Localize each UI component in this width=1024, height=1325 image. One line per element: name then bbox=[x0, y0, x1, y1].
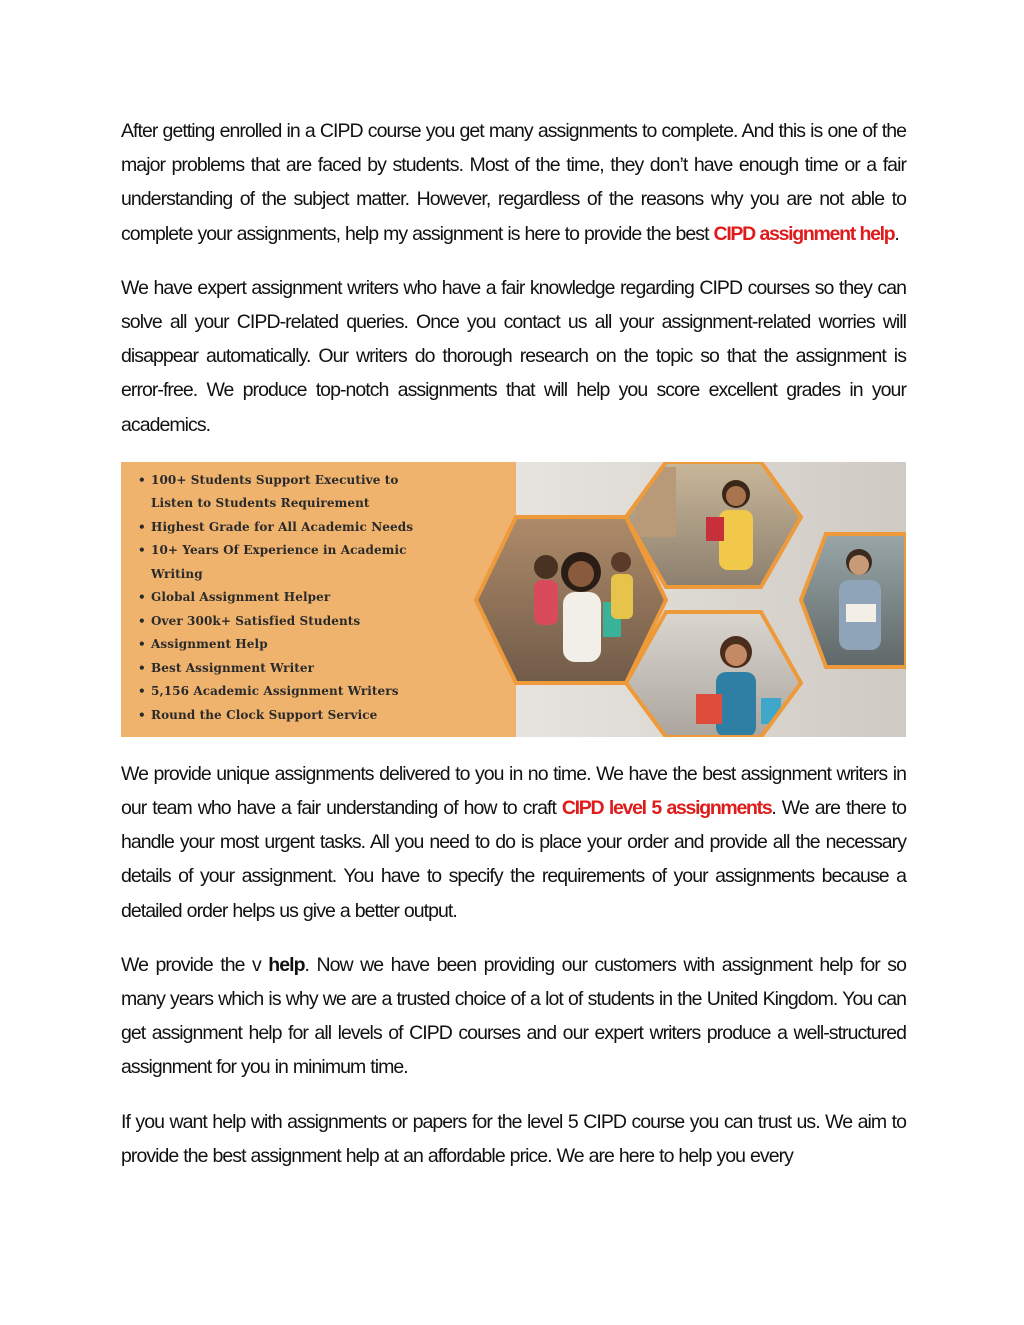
paragraph-2: We have expert assignment writers who have a fair knowledge regarding CIPD courses so they can solve all your CIPD-related queries. Once you contact us all your assignment-related worries will disappear automatically. Our writers do thorough research on the topic so that the assignment is error-free. We produce top-notch assignments that will help you score excellent grades in your academics. bbox=[121, 276, 906, 436]
feature-item: • 100+ Students Support Executive to bbox=[135, 469, 413, 493]
feature-item: Writing bbox=[151, 566, 203, 581]
feature-item: • 5,156 Academic Assignment Writers bbox=[135, 680, 413, 704]
feature-item: • Global Assignment Helper bbox=[135, 586, 413, 610]
students-hexagon-collage bbox=[121, 462, 906, 737]
promo-banner bbox=[121, 462, 906, 737]
paragraph-1-text: After getting enrolled in a CIPD course you get many assignments to complete. And this is one of the major problems that are faced by students. Most of the time, they don’t have enough time or a fair understanding of the subject matter. However, regardless of the reasons why you are not able to complete your assignments, help my assignment is here to provide the best bbox=[121, 120, 906, 245]
feature-item: Listen to Students Requirement bbox=[151, 496, 370, 511]
article-body bbox=[121, 114, 906, 1193]
paragraph-4-bold: help bbox=[268, 953, 305, 976]
feature-item: • Over 300k+ Satisfied Students bbox=[135, 610, 413, 634]
paragraph-4-text: . Now we have been providing our customers with assignment help for so many years which is why we are a trusted choice of a lot of students in the United Kingdom. You can get assignment help for all levels of CIPD courses and our expert writers produce a well-structured assignment for you in minimum time. bbox=[121, 953, 906, 1079]
feature-item: • Best Assignment Writer bbox=[135, 657, 413, 681]
paragraph-3-text: We provide unique assignments delivered to you in no time. We have the best assignment writers in our team who have a fair understanding of how to craft bbox=[121, 762, 906, 820]
paragraph-3-end: . We are there to handle your most urgent tasks. All you need to do is place your order and provide all the necessary details of your assignment. You have to specify the requirements of your assignments because a detailed order helps us give a better output. bbox=[121, 797, 906, 922]
paragraph-3 bbox=[121, 757, 906, 928]
paragraph-1 bbox=[121, 114, 906, 251]
paragraph-1-end: . bbox=[894, 222, 899, 245]
paragraph-4-start: We provide the v bbox=[121, 953, 269, 976]
feature-item: • Assignment Help bbox=[135, 633, 413, 657]
feature-item: • 10+ Years Of Experience in Academic bbox=[135, 539, 413, 563]
feature-item: • Round the Clock Support Service bbox=[135, 704, 413, 728]
cipd-assignment-help-link[interactable]: CIPD assignment help bbox=[713, 222, 895, 245]
paragraph-4 bbox=[121, 948, 906, 1085]
cipd-level-5-assignments-link[interactable]: CIPD level 5 assignments bbox=[561, 797, 772, 820]
feature-item: • Highest Grade for All Academic Needs bbox=[135, 516, 413, 540]
paragraph-5: If you want help with assignments or papers for the level 5 CIPD course you can trust us. We aim to provide the best assignment help at an affordable price. We are here to help you every bbox=[121, 1110, 906, 1167]
